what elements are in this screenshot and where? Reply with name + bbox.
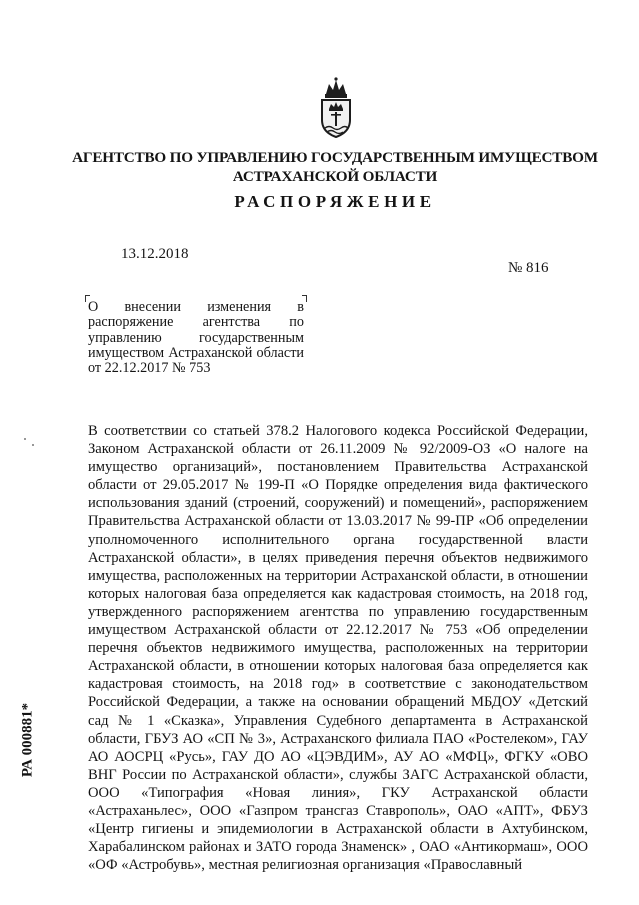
scan-speck bbox=[32, 444, 34, 446]
registration-stamp: РА 000881* bbox=[19, 702, 36, 778]
document-type: РАСПОРЯЖЕНИЕ bbox=[234, 192, 436, 211]
agency-name-line-2: АСТРАХАНСКОЙ ОБЛАСТИ bbox=[232, 168, 438, 185]
document-subject: О внесении изменения в распоряжение агентства по управлению государственным имуществом Астраханской области от 22.12.2017 № 753 bbox=[88, 299, 304, 377]
agency-name-line-1: АГЕНТСТВО ПО УПРАВЛЕНИЮ ГОСУДАРСТВЕННЫМ ИМУЩЕСТВОМ bbox=[72, 149, 598, 166]
coat-of-arms-icon bbox=[312, 76, 360, 140]
document-date: 13.12.2018 bbox=[121, 246, 189, 262]
document-number: № 816 bbox=[508, 260, 549, 276]
document-body: В соответствии со статьей 378.2 Налогового кодекса Российской Федерации, Законом Астраханской области от 26.11.2009 № 92/2009-ОЗ «О налоге на имущество организаций», постановлением Правительства Астраханской области от 29.05.2017 № 199-П «О Порядке определения вида фактического использования зданий (строений, сооружений) и помещений», распоряжением Правительства Астраханской области от 13.03.2017 № 99-ПР «Об определении уполномоченного исполнительного органа государственной власти Астраханской области», в целях приведения перечня объектов недвижимого имущества, расположенных на территории Астраханской области, в отношении которых налоговая база определяется как кадастровая стоимость, на 2018 год, утвержденного распоряжением агентства по управлению государственным имуществом Астраханской области от 22.12.2017 № 753 «Об определении перечня объектов недвижимого имущества, расположенных на территории Астраханской области, в отношении которых налоговая база определяется как кадастровая стоимость, на 2018 год» в соответствие с законодательством Российской Федерации, а также на основании обращений МБДОУ «Детский сад № 1 «Сказка», Управления Судебного департамента в Астраханской области, ГБУЗ АО «СП № 3», Астраханского филиала ПАО «Ростелеком», ГАУ АО АОСРЦ «Русь», ГАУ ДО АО «ЦЭВДИМ», АУ АО «МФЦ», ФГКУ «ОВО ВНГ России по Астраханской области», службы ЗАГС Астраханской области, ООО «Типография «Новая линия», ГКУ Астраханской области «Астраханьлес», ООО «Газпром трансгаз Ставрополь», ОАО «АПТ», ФБУЗ «Центр гигиены и эпидемиологии в Астраханской области в Ахтубинском, Харабалинском районах и ЗАТО города Знаменск» , ОАО «Антикормаш», ООО «ОФ «Астробувь», местная религиозная организация «Православный bbox=[88, 423, 588, 874]
scan-speck bbox=[24, 438, 26, 440]
agency-name bbox=[40, 148, 630, 186]
